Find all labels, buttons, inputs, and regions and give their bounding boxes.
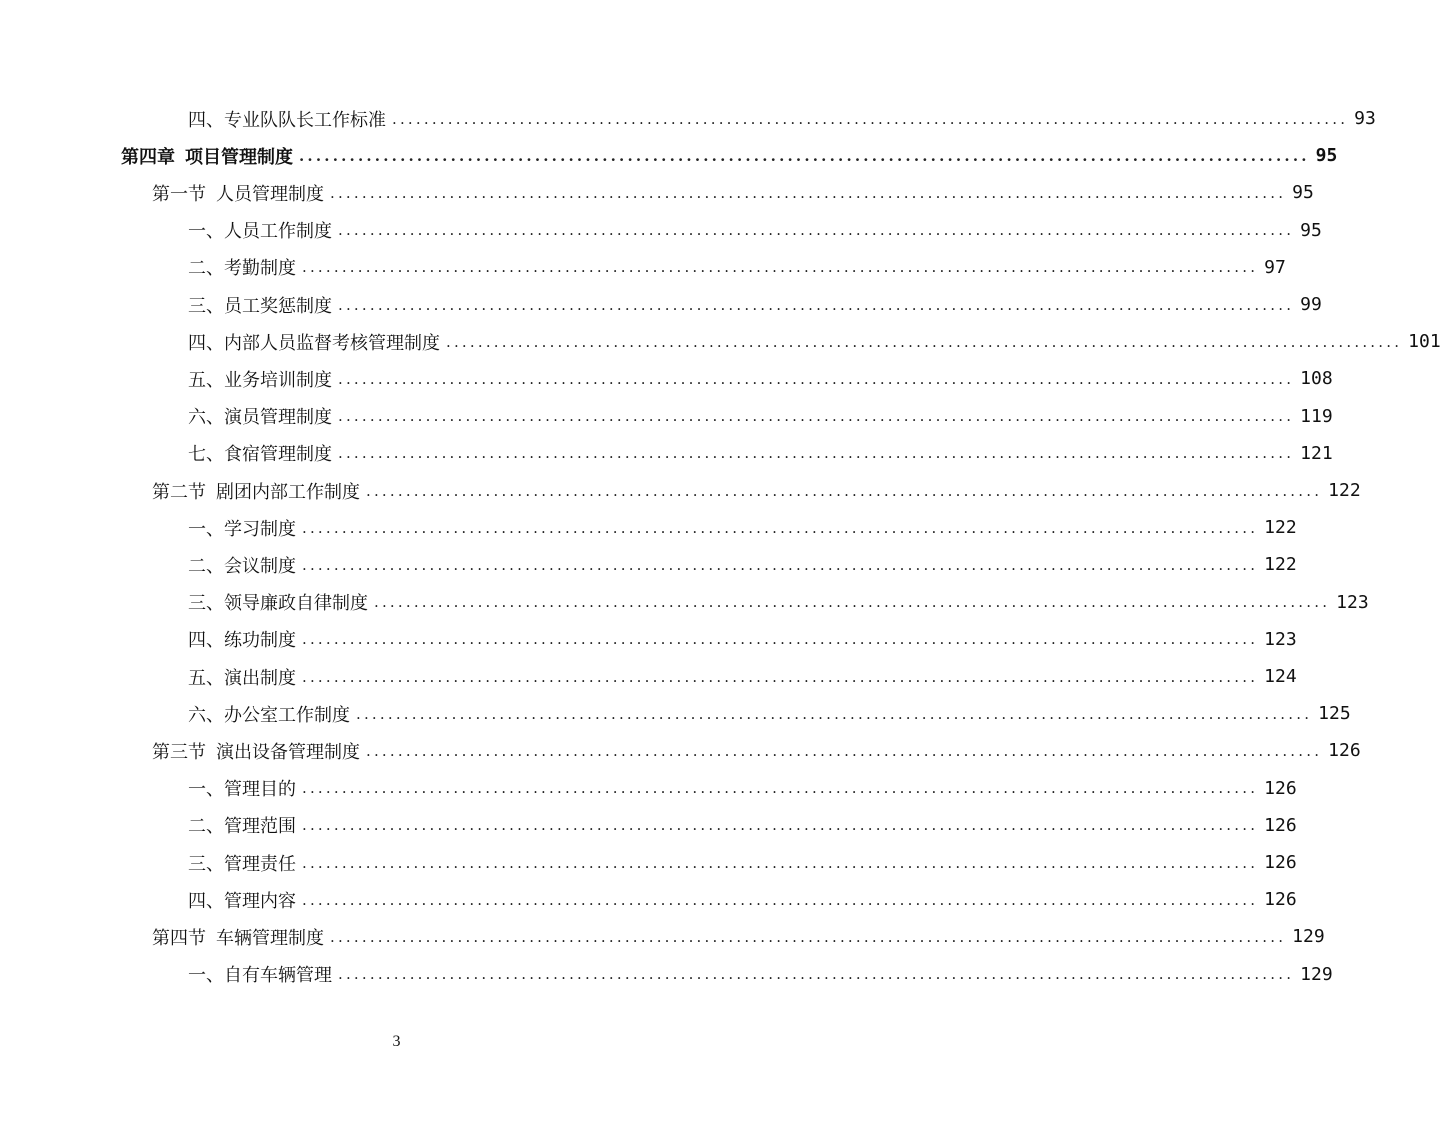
toc-entry-page: 97 xyxy=(1264,256,1286,278)
toc-entry-title: 练功制度 xyxy=(224,630,296,652)
toc-entry-leader: ........................................................................................................................ xyxy=(366,741,1323,760)
toc-entry-label xyxy=(188,254,296,280)
toc-entry-leader: ........................................................................................................................ xyxy=(338,221,1295,240)
toc-entry xyxy=(188,323,1441,360)
toc-entry-leader: ........................................................................................................................ xyxy=(366,481,1323,500)
toc-entry xyxy=(152,472,1361,509)
toc-entry-label xyxy=(188,850,296,876)
page-number: 3 xyxy=(392,1033,401,1050)
toc-entry-title: 演出设备管理制度 xyxy=(216,741,360,763)
toc-entry-page: 126 xyxy=(1264,889,1297,911)
toc-entry-leader: ........................................................................................................................ xyxy=(446,332,1403,351)
toc-entry-page: 126 xyxy=(1264,852,1297,873)
toc-entry-page: 95 xyxy=(1292,182,1314,204)
toc-entry-label xyxy=(188,589,368,615)
toc-entry-page: 126 xyxy=(1328,740,1361,762)
toc-entry-prefix: 第四章 xyxy=(121,146,175,168)
toc-entry-prefix: 三、 xyxy=(188,295,224,317)
toc-entry-prefix: 五、 xyxy=(188,369,224,391)
toc-entry-label xyxy=(188,440,332,466)
toc-entry-prefix: 一、 xyxy=(188,221,224,243)
toc-entry-leader: ........................................................................................................................ xyxy=(302,258,1259,277)
toc-entry xyxy=(188,212,1322,249)
toc-entry-label xyxy=(188,403,332,429)
toc-entry xyxy=(152,174,1314,211)
toc-entry-prefix: 六、 xyxy=(188,704,224,726)
toc-entry xyxy=(188,435,1333,472)
toc-entry-leader: ........................................................................................................................ xyxy=(330,927,1287,946)
toc-entry-label xyxy=(188,106,386,132)
toc-entry-page: 95 xyxy=(1315,145,1338,167)
toc-entry xyxy=(188,956,1333,993)
toc-entry-prefix: 五、 xyxy=(188,667,224,689)
toc-entry-prefix: 二、 xyxy=(188,555,224,577)
toc-entry-prefix: 二、 xyxy=(188,816,224,838)
toc-entry-page: 101 xyxy=(1408,331,1441,353)
toc-entry-label xyxy=(188,887,296,913)
toc-entry-title: 员工奖惩制度 xyxy=(224,295,332,317)
toc-entry xyxy=(152,918,1325,955)
toc-entry-title: 管理目的 xyxy=(224,779,296,801)
toc-entry-leader: ........................................................................................................................ xyxy=(374,593,1331,612)
toc-entry-page: 122 xyxy=(1328,480,1361,501)
toc-entry-label xyxy=(188,515,296,541)
toc-entry-title: 项目管理制度 xyxy=(185,146,293,168)
toc-entry-title: 演出制度 xyxy=(224,667,296,689)
toc-entry xyxy=(188,807,1297,844)
toc-entry xyxy=(188,658,1297,695)
toc-entry-label xyxy=(188,775,296,801)
toc-entry xyxy=(188,100,1376,137)
toc-entry-label xyxy=(188,366,332,392)
toc-entry-label xyxy=(188,664,296,690)
toc-entry-title: 人员工作制度 xyxy=(224,221,332,243)
toc-entry-leader: ........................................................................................................................ xyxy=(302,779,1259,798)
toc-entry-prefix: 三、 xyxy=(188,853,224,875)
toc-entry-prefix: 第一节 xyxy=(152,183,206,205)
toc-entry-title: 车辆管理制度 xyxy=(216,927,324,949)
toc-entry-page: 123 xyxy=(1264,628,1297,650)
toc-entry-title: 人员管理制度 xyxy=(216,183,324,205)
toc-entry-page: 93 xyxy=(1354,108,1376,129)
toc-entry-leader: ........................................................................................................................ xyxy=(302,816,1259,835)
toc-entry-leader: ........................................................................................................................ xyxy=(302,555,1259,574)
toc-entry-label xyxy=(188,626,296,652)
toc-entry-title: 管理责任 xyxy=(224,853,296,875)
toc-entry-title: 内部人员监督考核管理制度 xyxy=(224,332,440,354)
toc-entry-title: 专业队队长工作标准 xyxy=(224,109,386,131)
toc-entry-leader: ........................................................................................................................ xyxy=(338,444,1295,463)
toc-entry-title: 会议制度 xyxy=(224,555,296,577)
toc-entry xyxy=(188,584,1369,621)
toc-entry xyxy=(188,546,1297,583)
toc-entry-title: 演员管理制度 xyxy=(224,407,332,429)
toc-entry xyxy=(121,137,1338,174)
toc-entry-prefix: 四、 xyxy=(188,109,224,131)
toc-entry-label xyxy=(188,961,332,987)
toc-entry-leader: ........................................................................................................................ xyxy=(338,965,1295,984)
toc-entry-page: 122 xyxy=(1264,517,1297,539)
toc-entry-page: 119 xyxy=(1300,405,1333,427)
toc-entry-title: 学习制度 xyxy=(224,518,296,540)
toc-entry-label xyxy=(188,292,332,318)
toc-entry-page: 121 xyxy=(1300,442,1333,464)
toc-entry-prefix: 二、 xyxy=(188,258,224,280)
toc-entry-leader: ........................................................................................................................ xyxy=(302,518,1259,537)
toc-entry-label xyxy=(188,812,296,838)
toc-entry-label xyxy=(152,478,360,504)
toc-entry xyxy=(188,286,1322,323)
toc-entry xyxy=(188,398,1333,435)
toc-entry-leader: ........................................................................................................................ xyxy=(338,295,1295,314)
toc-entry xyxy=(188,881,1297,918)
toc-entry-label xyxy=(152,738,360,764)
toc-entry-prefix: 四、 xyxy=(188,890,224,912)
toc-entry-page: 108 xyxy=(1300,368,1333,390)
toc-entry-title: 考勤制度 xyxy=(224,258,296,280)
toc-entry-title: 管理范围 xyxy=(224,816,296,838)
toc-entry-page: 122 xyxy=(1264,554,1297,576)
toc-entry xyxy=(152,732,1361,769)
toc-entry-page: 126 xyxy=(1264,814,1297,836)
toc-entry-title: 食宿管理制度 xyxy=(224,444,332,466)
toc-entry-page: 123 xyxy=(1336,591,1369,613)
toc-entry-label xyxy=(152,924,324,950)
toc-entry-prefix: 一、 xyxy=(188,965,224,987)
toc-entry-prefix: 一、 xyxy=(188,518,224,540)
toc-entry-page: 126 xyxy=(1264,777,1297,799)
toc-entry-label xyxy=(188,701,350,727)
toc-entry-leader: ........................................................................................................................ xyxy=(338,407,1295,426)
toc-entry-prefix: 第四节 xyxy=(152,927,206,949)
toc-entry-prefix: 第三节 xyxy=(152,741,206,763)
toc-entry-page: 124 xyxy=(1264,666,1297,687)
toc-entry-title: 领导廉政自律制度 xyxy=(224,593,368,615)
toc-entry-leader: ........................................................................................................................ xyxy=(302,667,1259,686)
toc-entry-title: 自有车辆管理 xyxy=(224,965,332,987)
toc-entry-label xyxy=(121,143,293,169)
toc-entry-label xyxy=(188,552,296,578)
toc-entry xyxy=(188,249,1286,286)
toc-entry-leader: ........................................................................................................................ xyxy=(392,109,1349,128)
toc-entry-prefix: 四、 xyxy=(188,630,224,652)
toc-entry-leader: ........................................................................................................................ xyxy=(302,890,1259,909)
toc-entry xyxy=(188,695,1351,732)
toc-entry-prefix: 七、 xyxy=(188,444,224,466)
toc-entry-title: 办公室工作制度 xyxy=(224,704,350,726)
toc-entry-leader: ........................................................................................................................ xyxy=(338,369,1295,388)
toc-entry-prefix: 三、 xyxy=(188,593,224,615)
toc-entry-page: 129 xyxy=(1300,963,1333,985)
toc-entry xyxy=(188,621,1297,658)
toc-entry-prefix: 六、 xyxy=(188,407,224,429)
toc-entry-leader: ........................................................................................................................ xyxy=(302,630,1259,649)
toc-entry-leader: ........................................................................................................................ xyxy=(302,853,1259,872)
toc-entry-title: 剧团内部工作制度 xyxy=(216,481,360,503)
toc-entry-page: 125 xyxy=(1318,703,1351,725)
toc-entry-label xyxy=(152,180,324,206)
toc-entry-label xyxy=(188,329,440,355)
toc-entry-leader: ........................................................................................................................ xyxy=(330,183,1287,202)
toc-entry-leader: ........................................................................................................................ xyxy=(299,146,1310,165)
toc-entry xyxy=(188,770,1297,807)
toc-entry-title: 业务培训制度 xyxy=(224,369,332,391)
toc-entry-page: 129 xyxy=(1292,926,1325,948)
toc-entry xyxy=(188,360,1333,397)
toc-entry-page: 95 xyxy=(1300,219,1322,241)
toc-entry xyxy=(188,844,1297,881)
toc-entry xyxy=(188,509,1297,546)
toc-entry-leader: ........................................................................................................................ xyxy=(356,704,1313,723)
toc-entry-prefix: 第二节 xyxy=(152,481,206,503)
toc-entry-page: 99 xyxy=(1300,294,1322,315)
toc-entry-prefix: 四、 xyxy=(188,332,224,354)
toc-entry-prefix: 一、 xyxy=(188,779,224,801)
toc-entry-title: 管理内容 xyxy=(224,890,296,912)
toc-entry-label xyxy=(188,217,332,243)
